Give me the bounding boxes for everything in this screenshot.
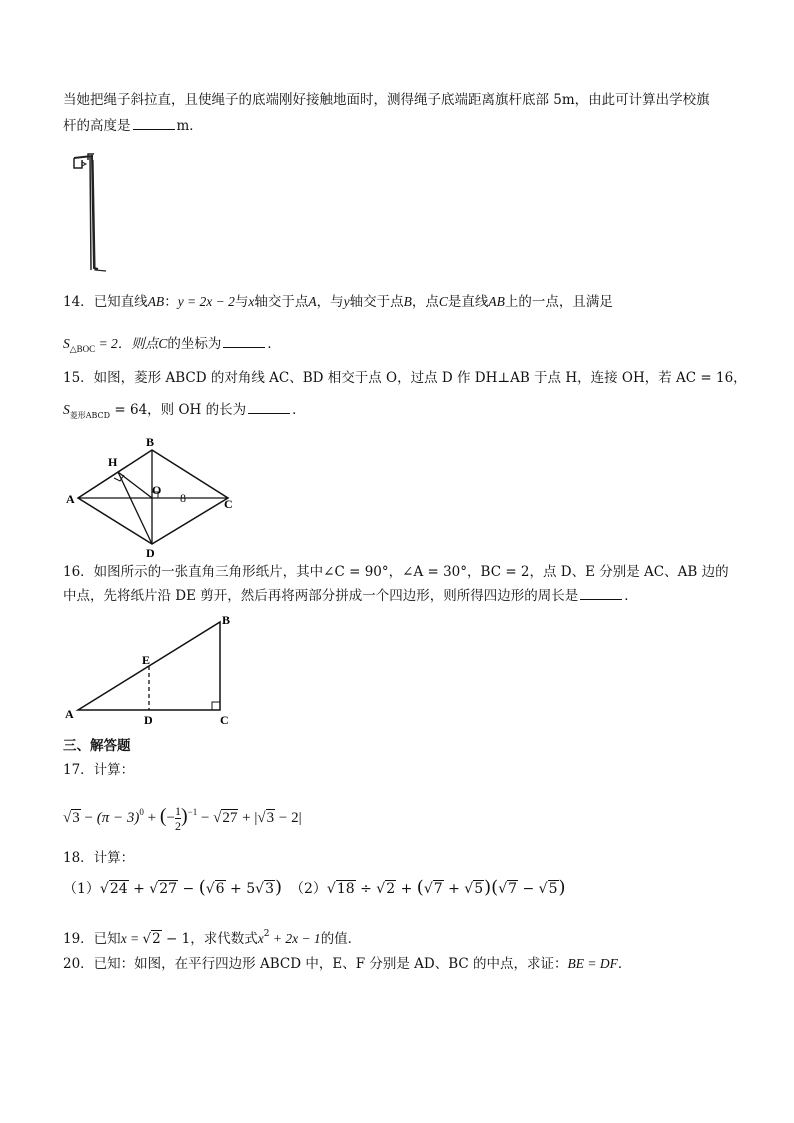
area-subscript: △BOC xyxy=(69,344,96,354)
q14-text: 上的一点，且满足 xyxy=(504,294,613,310)
label-e: E xyxy=(142,653,151,667)
operator: − xyxy=(80,810,97,826)
q19-text: ，求代数式 xyxy=(190,931,258,947)
part-label: （1） xyxy=(63,881,100,897)
q20-text: 20．已知：如图，在平行四边形 ABCD 中，E、F 分别是 AD、BC 的中点，求证： xyxy=(63,956,568,972)
q13-unit: m． xyxy=(176,118,203,134)
label-d: D xyxy=(146,546,155,558)
math-a: A xyxy=(308,294,317,309)
label-a: A xyxy=(66,492,75,506)
flagpole-figure xyxy=(62,148,122,276)
q15-text: = 64，则 OH 的长为 xyxy=(110,402,247,418)
q16-text: 中点，先将纸片沿 DE 剪开，然后再将两部分拼成一个四边形，则所得四边形的周长是 xyxy=(63,588,579,604)
q14-line1 xyxy=(63,292,613,312)
q19-text: 19．已知 xyxy=(63,931,121,947)
q15-text: ． xyxy=(292,402,306,418)
coefficient: 5 xyxy=(246,881,256,897)
math-x: x xyxy=(248,294,255,309)
q19-line: 19．已知x = √2 − 1，求代数式$x^2 + 2x - 1$的值． xyxy=(63,929,362,947)
rhombus-figure xyxy=(62,436,242,558)
q14-text: 已知直线 xyxy=(93,294,148,310)
q18-part2: （2）√18 ÷ √2 + (√7 + √5)(√7 − √5) xyxy=(290,877,566,898)
exponent: −1 xyxy=(187,807,198,817)
area-subscript: 菱形ABCD xyxy=(69,411,111,420)
q18-part1: （1）√24 + √27 − (√6 + 5√3) xyxy=(63,877,283,898)
q15-line1: 15．如图，菱形 ABCD 的对角线 AC、BD 相交于点 O，过点 D 作 DH⊥AB 于点 H，连接 OH，若 AC = 16， xyxy=(63,370,747,386)
q14-text: ． xyxy=(267,336,281,352)
operator: + xyxy=(238,810,255,826)
radicand: 5 xyxy=(548,881,558,897)
q17-title: 17．计算： xyxy=(63,762,135,778)
triangle-figure xyxy=(62,612,242,728)
q13-text: 杆的高度是 xyxy=(63,118,131,134)
q16-line2 xyxy=(63,586,638,606)
pi-term: (π − 3) xyxy=(96,810,140,826)
label-o: O xyxy=(152,483,162,497)
math-b: B xyxy=(403,294,412,309)
label-c: C xyxy=(220,713,229,727)
radicand: 2 xyxy=(386,881,396,897)
label-h: H xyxy=(108,455,118,469)
math-s: S xyxy=(63,402,70,417)
label-c: C xyxy=(224,497,233,511)
label-d: D xyxy=(144,713,153,727)
q14-text: 与 xyxy=(234,294,249,310)
radicand: 18 xyxy=(336,881,355,897)
exponent: 0 xyxy=(139,807,144,817)
numerator: 1 xyxy=(174,804,181,819)
q16-text: ． xyxy=(624,588,638,604)
radicand: 27 xyxy=(222,810,238,826)
q14-text: 轴交于点 xyxy=(254,294,309,310)
radicand: 6 xyxy=(215,881,225,897)
part-label: （2） xyxy=(290,881,327,897)
math-expr: + 2x − 1 xyxy=(269,931,321,946)
radicand: 2 xyxy=(152,931,161,947)
line-equation: y = 2x − 2 xyxy=(177,294,235,309)
q20-text: ． xyxy=(617,956,632,972)
q14-number: 14． xyxy=(63,294,94,310)
q13-line2 xyxy=(63,116,203,136)
label-a: A xyxy=(65,707,74,721)
radicand: 5 xyxy=(474,881,484,897)
radicand: 7 xyxy=(508,881,518,897)
radicand: 7 xyxy=(433,881,443,897)
q14-text: = 2．则点 xyxy=(95,336,159,351)
operator: − xyxy=(197,810,214,826)
section-heading: 三、解答题 xyxy=(63,738,131,754)
q14-text: ，点 xyxy=(411,294,439,310)
radicand: 3 xyxy=(266,810,275,826)
radicand: 3 xyxy=(72,810,80,826)
q14-line2 xyxy=(63,334,281,359)
q13-line1: 当她把绳子斜拉直，且使绳子的底端刚好接触地面时，测得绳子底端距离旗杆底部 5m，由此可计算出学校旗 xyxy=(63,92,710,108)
q18-title: 18．计算： xyxy=(63,850,135,866)
q16-line1: 16．如图所示的一张直角三角形纸片，其中∠C = 90°，∠A = 30°，BC = 2，点 D、E 分别是 AC、AB 边的 xyxy=(63,564,729,580)
q14-text: 的坐标为 xyxy=(167,336,222,352)
radicand: 24 xyxy=(109,881,128,897)
q17-expression: $√3 - (\pi - 3)^0$ + (− $\frac{1}{2}$ )$^{-1}$ − √27 + |√3 − 2| xyxy=(63,804,302,834)
label-b: B xyxy=(146,436,155,449)
denominator: 2 xyxy=(174,819,181,834)
answer-blank xyxy=(223,335,265,348)
operator: + xyxy=(143,810,160,826)
math-eq: BE = DF xyxy=(567,956,618,971)
math-ab: AB xyxy=(488,294,505,309)
math-x: x xyxy=(257,931,264,946)
radicand: 3 xyxy=(265,881,274,897)
exponent: 2 xyxy=(263,929,270,939)
math-ab: AB xyxy=(147,294,165,309)
figure-mark: 8 xyxy=(180,491,186,505)
q14-text: 轴交于点 xyxy=(349,294,404,310)
q14-text: 是直线 xyxy=(447,294,489,310)
q14-text: ，与 xyxy=(316,294,344,310)
answer-blank xyxy=(248,401,290,414)
q15-line2 xyxy=(63,400,306,426)
math-c: C xyxy=(438,294,448,309)
math-s: S xyxy=(63,336,70,351)
q19-text: 的值． xyxy=(320,931,362,947)
math-eq: x = xyxy=(120,931,143,946)
answer-blank xyxy=(133,117,175,130)
q20-line xyxy=(63,954,631,974)
operator: − 2 xyxy=(275,810,299,826)
q14-text: ： xyxy=(164,294,178,310)
label-b: B xyxy=(222,613,231,627)
answer-blank xyxy=(580,587,622,600)
radicand: 27 xyxy=(159,881,178,897)
math-y: y xyxy=(343,294,350,309)
math-c: C xyxy=(158,336,168,351)
operator: − 1 xyxy=(161,931,191,947)
